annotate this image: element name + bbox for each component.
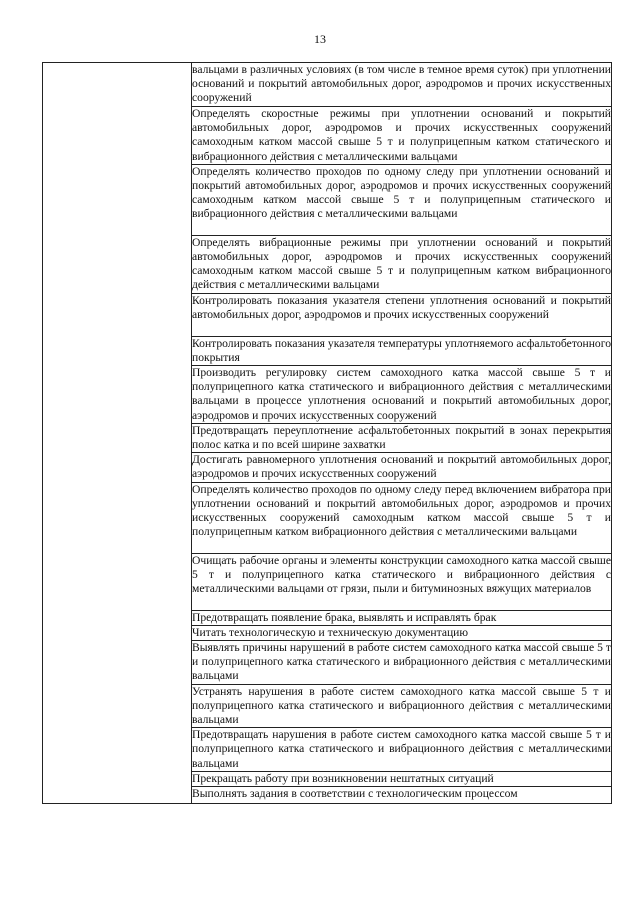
skill-cell: Определять скоростные режимы при уплотнении оснований и покрытий автомобильных дорог, аэродромов и прочих искусственных сооружений самоходным катком массой свыше 5 т и полуприцепным катком статического и вибрационного действия с металлическими вальцами [192, 107, 611, 163]
skill-cell: Предотвращать появление брака, выявлять и исправлять брак [192, 610, 612, 625]
table-row [43, 63, 612, 107]
skill-cell: Очищать рабочие органы и элементы конструкции самоходного катка массой свыше 5 т и полуприцепного катка статического и вибрационного действия с металлическими вальцами от грязи, пыли и битуминозных вяжущих материалов [192, 553, 612, 610]
skill-cell: Производить регулировку систем самоходного катка массой свыше 5 т и полуприцепного катка статического и вибрационного действия с металлическими вальцами в процессе уплотнения оснований и покрытий автомобильных дорог, аэродромов и прочих искусственных сооружений [192, 366, 611, 422]
skill-cell: Выявлять причины нарушений в работе систем самоходного катка массой свыше 5 т и полуприцепного катка статического и вибрационного действия с металлическими вальцами [192, 641, 611, 683]
skill-cell: Предотвращать нарушения в работе систем самоходного катка массой свыше 5 т и полуприцепного катка статического и вибрационного действия с металлическими вальцами [192, 728, 611, 770]
page-number: 13 [314, 32, 326, 46]
skill-cell: Достигать равномерного уплотнения оснований и покрытий автомобильных дорог, аэродромов и прочих искусственных сооружений [192, 453, 611, 481]
skill-cell: Читать технологическую и техническую документацию [192, 625, 612, 640]
skill-cell: Контролировать показания указателя температуры уплотняемого асфальтобетонного покрытия [192, 336, 611, 364]
skill-cell: Предотвращать переуплотнение асфальтобетонных покрытий в зонах перекрытия полос катка и по всей ширине захватки [192, 423, 611, 452]
skill-cell: Контролировать показания указателя степени уплотнения оснований и покрытий автомобильных дорог, аэродромов и прочих искусственных сооружений [192, 293, 612, 336]
label-column-cell [43, 63, 192, 804]
skill-cell: Выполнять задания в соответствии с технологическим процессом [192, 787, 612, 804]
skill-cell: Определять вибрационные режимы при уплотнении оснований и покрытий автомобильных дорог, аэродромов и прочих искусственных сооружений самоходным катком массой свыше 5 т и полуприцепным катком вибрационного действия с металлическими вальцами [192, 235, 611, 292]
skill-cell: Прекращать работу при возникновении нештатных ситуаций [192, 771, 612, 786]
skill-cell: Определять количество проходов по одному следу перед включением вибратора при уплотнении оснований и покрытий автомобильных дорог, аэродромов и прочих искусственных сооружений самоходным катком массой свыше 5 т и полуприцепным катком вибрационного действия с металлическими вальцами [192, 482, 612, 553]
skill-cell: Определять количество проходов по одному следу при уплотнении оснований и покрытий автомобильных дорог, аэродромов и прочих искусственных сооружений самоходным катком массой свыше 5 т и полуприцепным статического и вибрационного действия с металлическими вальцами [192, 164, 612, 235]
skill-cell: Устранять нарушения в работе систем самоходного катка массой свыше 5 т и полуприцепного катка статического и вибрационного действия с металлическими вальцами [192, 684, 611, 727]
skill-cell: вальцами в различных условиях (в том числе в темное время суток) при уплотнении оснований и покрытий автомобильных дорог, аэродромов и прочих искусственных сооружений [192, 63, 612, 107]
skills-table [42, 62, 612, 804]
